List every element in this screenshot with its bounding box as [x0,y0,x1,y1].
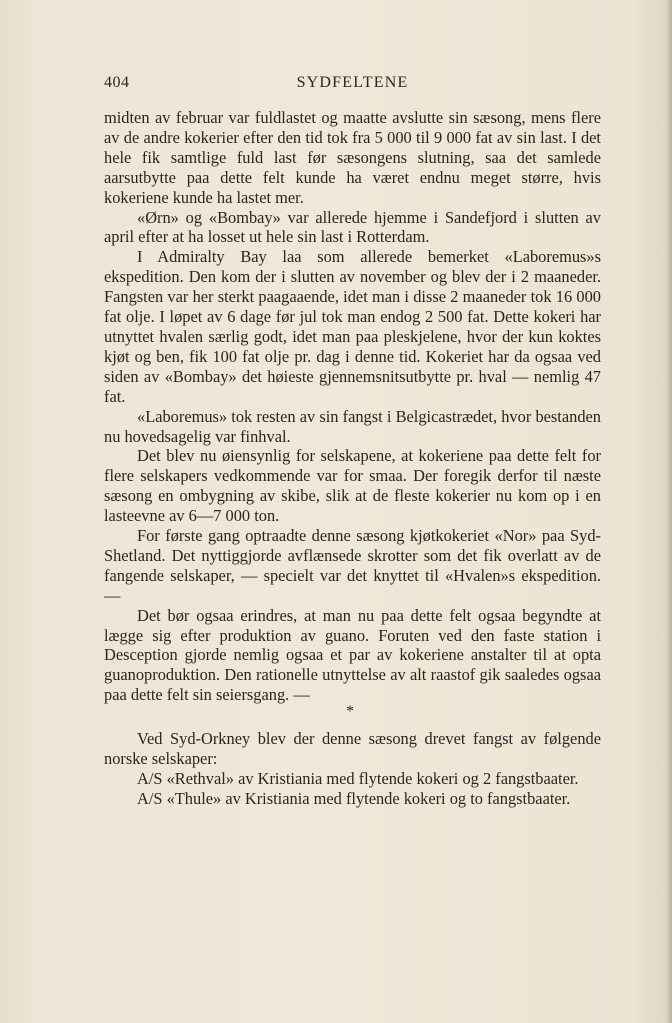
page-header [104,74,601,96]
paragraph-5: Det blev nu øiensynlig for selskapene, at kokeriene paa dette felt for flere selskapers vedkommende var for smaa. Der foregik derfor til næste sæsong en ombygning av skibe, slik at de fleste kokerier nu kom op i en lasteevne av 6—7 000 ton. [104,446,601,526]
section-separator: * [346,703,354,721]
paragraph-2: «Ørn» og «Bombay» var allerede hjemme i Sandefjord i slutten av april efter at ha losset ut hele sin last i Rotterdam. [104,207,601,247]
paragraph-6: For første gang optraadte denne sæsong kjøtkokeriet «Nor» paa Syd-Shetland. Det nyttiggjorde avflænsede skrotter som det fik overlatt av de fangende selskaper, — specielt var det knyttet til «Hvalen»s ekspedition. — [104,526,601,605]
body-text [104,108,601,809]
paragraph-9: A/S «Rethval» av Kristiania med flytende kokeri og 2 fangstbaater. [137,769,579,788]
paragraph-7: Det bør ogsaa erindres, at man nu paa dette felt ogsaa begyndte at lægge sig efter produktion av guano. Foruten ved den faste station i Desception gjorde nemlig ogsaa et par av kokeriene anstalter til at opta guanoproduktion. Den rationelle utnyttelse av alt raastof gik saaledes ogsaa paa dette felt sin seiersgang. — [104,605,601,705]
paragraph-3: I Admiralty Bay laa som allerede bemerket «Laboremus»s ekspedition. Den kom der i slutten av november og blev der i 2 maaneder. Fangsten var her sterkt paagaaende, idet man i disse 2 maaneder tok 16 000 fat olje. I løpet av 6 dage før jul tok man endog 2 500 fat. Dette kokeri har utnyttet hvalen særlig godt, idet man paa pleskjelene, hvor der kun koktes kjøt og ben, fik 100 fat olje pr. dag i denne tid. Kokeriet har da ogsaa ved siden av «Bombay» det høieste gjennemsnitsutbytte pr. hval — nemlig 47 fat. [104,247,601,406]
paragraph-1: midten av februar var fuldlastet og maatte avslutte sin sæsong, mens flere av de andre kokerier efter den tid tok fra 5 000 til 9 000 fat av sin last. I det hele fik samtlige fuld last før sæsongens slutning, saa det samlede aarsutbytte paa dette felt kunde ha været endnu meget større, hvis kokeriene kunde ha lastet mer. [104,108,601,207]
running-title: SYDFELTENE [296,74,409,91]
page-number: 404 [104,74,130,91]
paragraph-10: A/S «Thule» av Kristiania med flytende kokeri og to fangstbaater. [137,788,571,808]
paragraph-8: Ved Syd-Orkney blev der denne sæsong drevet fangst av følgende norske selskaper: [104,729,601,769]
paragraph-4: «Laboremus» tok resten av sin fangst i Belgicastrædet, hvor bestanden nu hovedsagelig var finhval. [104,406,601,446]
page-edge-shadow [666,0,672,1023]
